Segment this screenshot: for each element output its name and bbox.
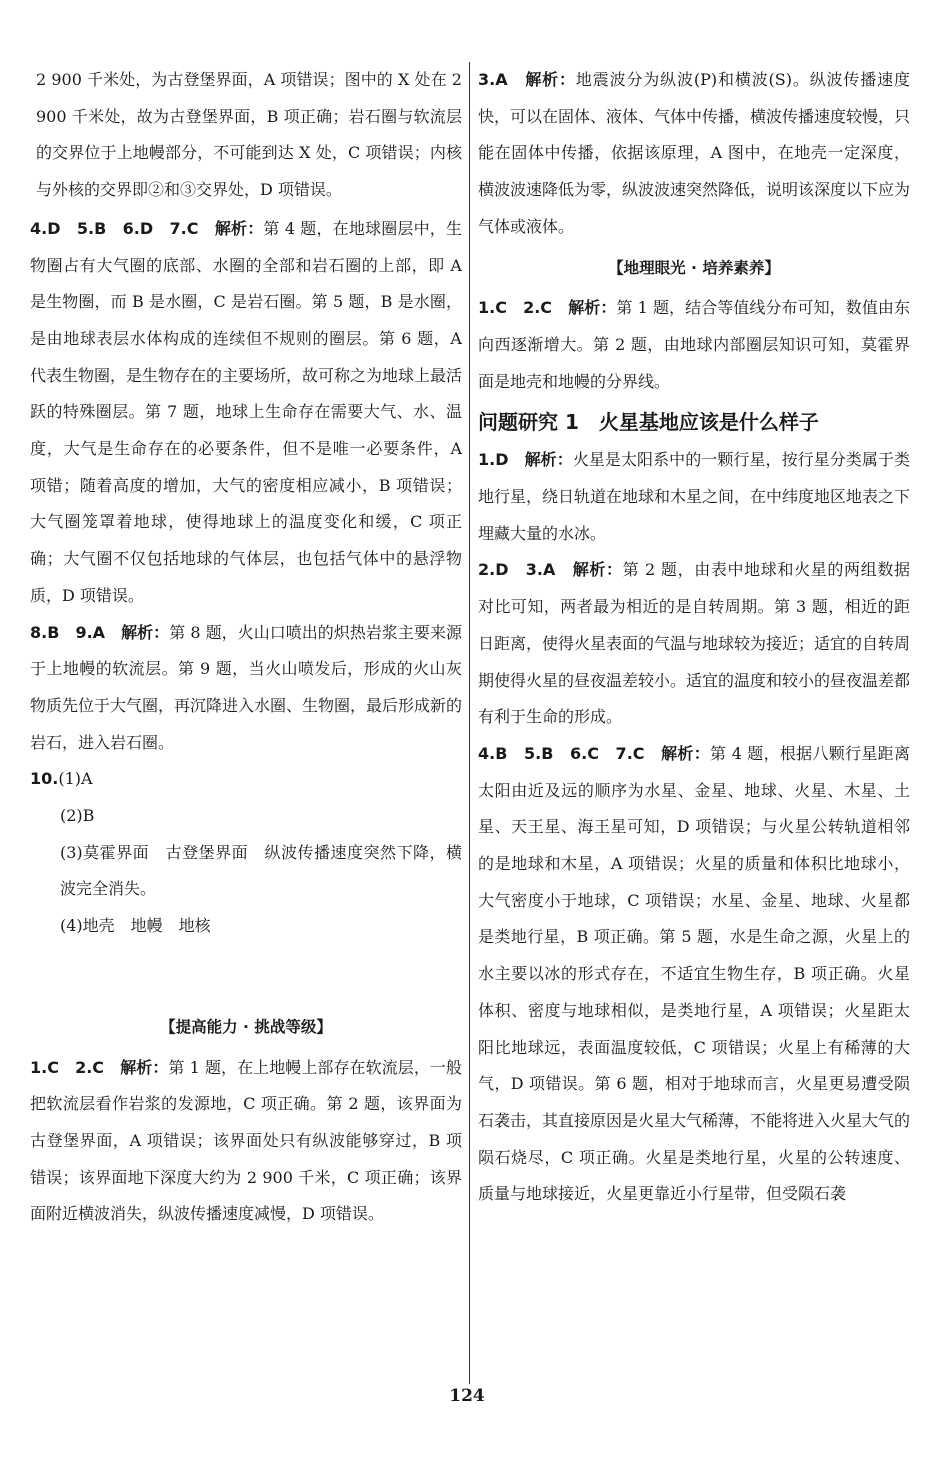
section-title: 【地理眼光 · 培养素养】 bbox=[608, 258, 780, 277]
answer-keys: 1.D bbox=[478, 450, 509, 470]
sub-answer-4: (4)地壳 地幔 地核 bbox=[60, 916, 211, 936]
right-column bbox=[478, 62, 910, 1213]
analysis-text: 火星是太阳系中的一颗行星，按行星分类属于类地行星，绕日轨道在地球和木星之间，在中纬度地区地表之下埋藏大量的水冰。 bbox=[478, 450, 911, 543]
analysis-text: 第 1 题，结合等值线分布可知，数值由东向西逐渐增大。第 2 题，由地球内部圈层知识可知，莫霍界面是地壳和地幔的分界线。 bbox=[478, 298, 910, 391]
answer-block-challenge bbox=[30, 1050, 462, 1234]
intro-paragraph: 2 900 千米处，为古登堡界面，A 项错误；图中的 X 处在 2 900 千米处，故为古登堡界面，B 项正确；岩石圈与软流层的交界位于上地幔部分，不可能到达 X 处，C 项错误；内核与外核的交界即②和③交界处，D 项错误。 bbox=[36, 70, 462, 200]
column-divider bbox=[469, 62, 470, 1384]
analysis-label: 解析： bbox=[121, 622, 170, 642]
answer-block-4-7 bbox=[30, 211, 462, 615]
answer-keys: 2.D 3.A bbox=[478, 560, 556, 580]
analysis-text: 第 8 题，火山口喷出的炽热岩浆主要来源于上地幔的软流层。第 9 题，当火山喷发后，形成的火山灰物质先位于大气圈，再沉降进入水圈、生物圈，最后形成新的岩石，进入岩石圈。 bbox=[30, 622, 463, 752]
answer-keys: 1.C 2.C bbox=[30, 1057, 105, 1077]
answer-block-8-9 bbox=[30, 615, 462, 762]
page-number: 124 bbox=[449, 1386, 485, 1406]
sub-answer-1: (1)A bbox=[58, 769, 93, 789]
answer-block-mars-1 bbox=[478, 442, 910, 552]
analysis-label: 解析： bbox=[661, 743, 711, 763]
analysis-label: 解析： bbox=[524, 450, 573, 470]
sub-answer-2: (2)B bbox=[60, 806, 95, 826]
answer-keys: 1.C 2.C bbox=[478, 298, 553, 318]
analysis-label: 解析： bbox=[572, 560, 623, 580]
sub-answer-3: (3)莫霍界面 古登堡界面 纵波传播速度突然下降，横波完全消失。 bbox=[60, 842, 462, 899]
analysis-label: 解析： bbox=[120, 1057, 169, 1077]
analysis-label: 解析： bbox=[214, 218, 264, 238]
analysis-text: 第 1 题，在上地幔上部存在软流层，一般把软流层看作岩浆的发源地，C 项正确。第 2 题，该界面为古登堡界面，A 项错误；该界面处只有纵波能够穿过，B 项错误；该界面地下深度大约为 2 900 千米，C 项正确；该界面附近横波消失，纵波传播速度减慢，D 项错误。 bbox=[30, 1057, 462, 1224]
analysis-label: 解析： bbox=[568, 298, 617, 318]
analysis-text: 第 4 题，根据八颗行星距离太阳由近及远的顺序为水星、金星、地球、火星、木星、土星、天王星、海王星可知，D 项错误；与火星公转轨道相邻的是地球和木星，A 项错误；火星的质量和体积比地球小，大气密度小于地球，C 项错误；水星、金星、地球、火星都是类地行星，B 项正确。第 5 题，水是生命之源，火星上的水主要以冰的形式存在，不适宜生物生存，B 项正确。火星体积、密度与地球相似，是类地行星，A 项错误；火星距太阳比地球远，表面温度较低，C 项错误；火星上有稀薄的大气，D 项错误。第 6 题，相对于地球而言，火星更易遭受陨石袭击，其直接原因是火星大气稀薄，不能将进入火星大气的陨石烧尽，C 项正确。火星是类地行星，火星的公转速度、质量与地球接近，火星更靠近小行星带，但受陨石袭 bbox=[478, 743, 911, 1204]
answer-keys: 3.A bbox=[478, 70, 508, 89]
section-title: 【提高能力 · 挑战等级】 bbox=[160, 1017, 332, 1036]
answer-block-3 bbox=[478, 62, 910, 246]
question-number: 10. bbox=[30, 769, 59, 789]
answer-keys: 4.B 5.B 6.C 7.C bbox=[478, 743, 645, 763]
answer-block-geo bbox=[478, 290, 910, 400]
answer-block-10 bbox=[30, 761, 462, 945]
answer-keys: 4.D 5.B 6.D 7.C bbox=[30, 218, 199, 238]
answer-block-mars-4-7 bbox=[478, 736, 910, 1213]
topic-title: 问题研究 1 火星基地应该是什么样子 bbox=[478, 410, 819, 435]
answer-block-mars-2-3 bbox=[478, 552, 910, 736]
analysis-label: 解析： bbox=[525, 70, 576, 89]
analysis-text: 第 4 题，在地球圈层中，生物圈占有大气圈的底部、水圈的全部和岩石圈的上部，即 A 是生物圈，而 B 是水圈，C 是岩石圈。第 5 题，B 是水圈，是由地球表层水体构成的连续但不规则的圈层。第 6 题，A 代表生物圈，是生物存在的主要场所，故可称之为地球上最活跃的特殊圈层。第 7 题，地球上生命存在需要大气、水、温度，大气是生命存在的必要条件，但不是唯一必要条件，A 项错；随着高度的增加，大气的密度相应减小，B 项错误；大气圈笼罩着地球，使得地球上的温度变化和缓，C 项正确；大气圈不仅包括地球的气体层，也包括气体中的悬浮物质，D 项错误。 bbox=[30, 218, 463, 605]
analysis-text: 地震波分为纵波(P)和横波(S)。纵波传播速度快，可以在固体、液体、气体中传播，横波传播速度较慢，只能在固体中传播，依据该原理，A 图中，在地壳一定深度，横波波速降低为零，纵波波速突然降低，说明该深度以下应为气体或液体。 bbox=[478, 70, 911, 236]
answer-keys: 8.B 9.A bbox=[30, 622, 106, 642]
analysis-text: 第 2 题，由表中地球和火星的两组数据对比可知，两者最为相近的是自转周期。第 3 题，相近的距日距离，使得火星表面的气温与地球较为接近；适宜的自转周期使得火星的昼夜温差较小。适宜的温度和较小的昼夜温差都有利于生命的形成。 bbox=[478, 560, 911, 727]
left-column bbox=[30, 62, 462, 1233]
